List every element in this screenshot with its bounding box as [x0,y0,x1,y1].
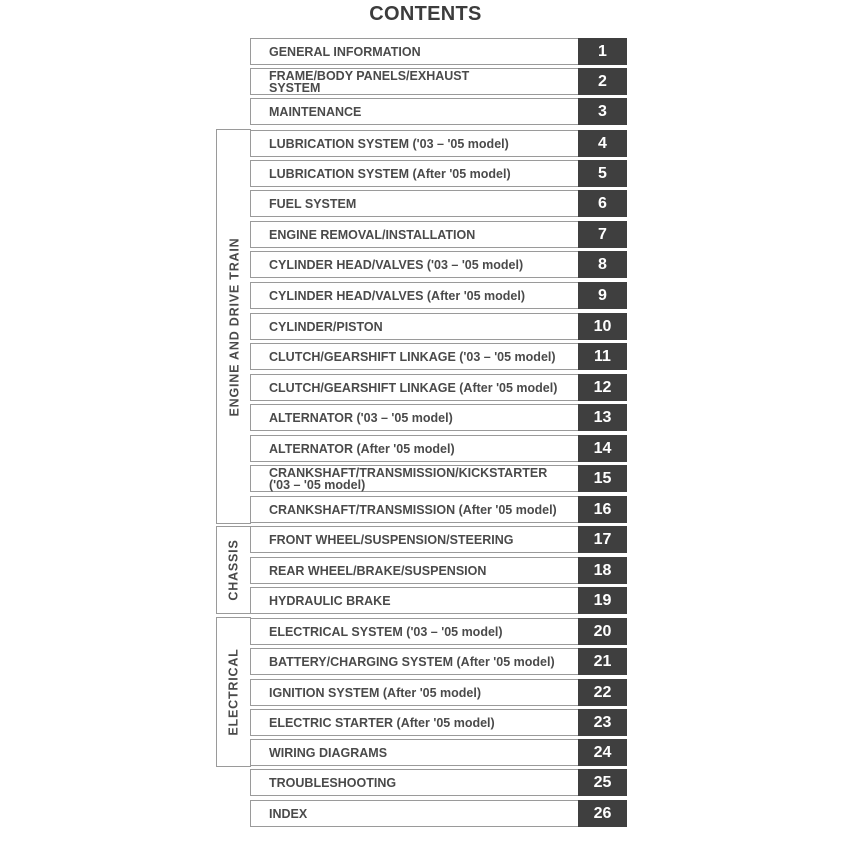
toc-entry[interactable] [250,98,627,125]
toc-entry-number: 16 [578,496,627,523]
toc-entry[interactable] [250,251,627,278]
toc-entry-label: CRANKSHAFT/TRANSMISSION/KICKSTARTER ('03 – '05 model) [250,465,578,492]
toc-entry[interactable] [250,130,627,157]
toc-entry-number: 10 [578,313,627,340]
toc-entry-number: 14 [578,435,627,462]
toc-entry-label: ENGINE REMOVAL/INSTALLATION [250,221,578,248]
toc-entry[interactable] [250,435,627,462]
toc-entry-number: 18 [578,557,627,584]
toc-entry-number: 25 [578,769,627,796]
toc-entry-label: MAINTENANCE [250,98,578,125]
toc-entry-number: 2 [578,68,627,95]
toc-entry[interactable] [250,160,627,187]
toc-entry[interactable] [250,221,627,248]
toc-entry-label: FRONT WHEEL/SUSPENSION/STEERING [250,526,578,553]
toc-entry[interactable] [250,190,627,217]
toc-entry[interactable] [250,709,627,736]
toc-entry[interactable] [250,587,627,614]
toc-entry-number: 8 [578,251,627,278]
toc-entry-number: 5 [578,160,627,187]
toc-entry-label: WIRING DIAGRAMS [250,739,578,766]
toc-entry-number: 19 [578,587,627,614]
toc-entry-label: ALTERNATOR ('03 – '05 model) [250,404,578,431]
toc-entry-number: 3 [578,98,627,125]
toc-entry-label: FRAME/BODY PANELS/EXHAUST SYSTEM [250,68,578,95]
toc-entry-number: 9 [578,282,627,309]
toc-entry-label: ALTERNATOR (After '05 model) [250,435,578,462]
section-label-chassis: CHASSIS [227,539,242,601]
toc-entry-number: 24 [578,739,627,766]
toc-entry-number: 12 [578,374,627,401]
toc-entry-label: TROUBLESHOOTING [250,769,578,796]
toc-entry[interactable] [250,648,627,675]
toc-entry-number: 17 [578,526,627,553]
toc-entry-label: INDEX [250,800,578,827]
section-label-electrical: ELECTRICAL [227,648,242,736]
toc-entry-label: CYLINDER HEAD/VALVES ('03 – '05 model) [250,251,578,278]
toc-entry-label: CYLINDER/PISTON [250,313,578,340]
toc-entry[interactable] [250,282,627,309]
toc-entry-number: 20 [578,618,627,645]
toc-entry[interactable] [250,800,627,827]
toc-entry-label: CLUTCH/GEARSHIFT LINKAGE (After '05 model) [250,374,578,401]
toc-entry-label: CRANKSHAFT/TRANSMISSION (After '05 model) [250,496,578,523]
toc-entry[interactable] [250,557,627,584]
toc-entry-number: 7 [578,221,627,248]
toc-entry-label: IGNITION SYSTEM (After '05 model) [250,679,578,706]
toc-entry[interactable] [250,38,627,65]
toc-entry-label: REAR WHEEL/BRAKE/SUSPENSION [250,557,578,584]
toc-entry-number: 21 [578,648,627,675]
toc-entry-label: LUBRICATION SYSTEM (After '05 model) [250,160,578,187]
toc-entry-label: LUBRICATION SYSTEM ('03 – '05 model) [250,130,578,157]
toc-entry[interactable] [250,404,627,431]
toc-entry[interactable] [250,618,627,645]
toc-entry[interactable] [250,68,627,95]
page-title: CONTENTS [369,3,482,25]
toc-entry-number: 15 [578,465,627,492]
toc-entry-label: GENERAL INFORMATION [250,38,578,65]
toc-entry[interactable] [250,343,627,370]
toc-entry-number: 11 [578,343,627,370]
toc-entry-number: 4 [578,130,627,157]
toc-entry-label: ELECTRIC STARTER (After '05 model) [250,709,578,736]
toc-entry-label: ELECTRICAL SYSTEM ('03 – '05 model) [250,618,578,645]
toc-entry-number: 23 [578,709,627,736]
toc-entry-label: HYDRAULIC BRAKE [250,587,578,614]
toc-entry[interactable] [250,313,627,340]
toc-entry[interactable] [250,679,627,706]
toc-entry[interactable] [250,739,627,766]
toc-entry-number: 6 [578,190,627,217]
toc-entry-number: 1 [578,38,627,65]
section-label-engine: ENGINE AND DRIVE TRAIN [227,237,242,416]
toc-entry-number: 13 [578,404,627,431]
toc-entry-label: FUEL SYSTEM [250,190,578,217]
toc-entry[interactable] [250,526,627,553]
section-chassis [216,526,251,614]
toc-entry-label: CLUTCH/GEARSHIFT LINKAGE ('03 – '05 model) [250,343,578,370]
toc-entry-number: 26 [578,800,627,827]
toc-entry[interactable] [250,465,627,492]
toc-entry[interactable] [250,769,627,796]
toc-entry[interactable] [250,374,627,401]
toc-entry-label: BATTERY/CHARGING SYSTEM (After '05 model) [250,648,578,675]
toc-entry[interactable] [250,496,627,523]
toc-entry-label: CYLINDER HEAD/VALVES (After '05 model) [250,282,578,309]
section-engine-drive-train [216,129,251,524]
section-electrical [216,617,251,767]
toc-entry-number: 22 [578,679,627,706]
